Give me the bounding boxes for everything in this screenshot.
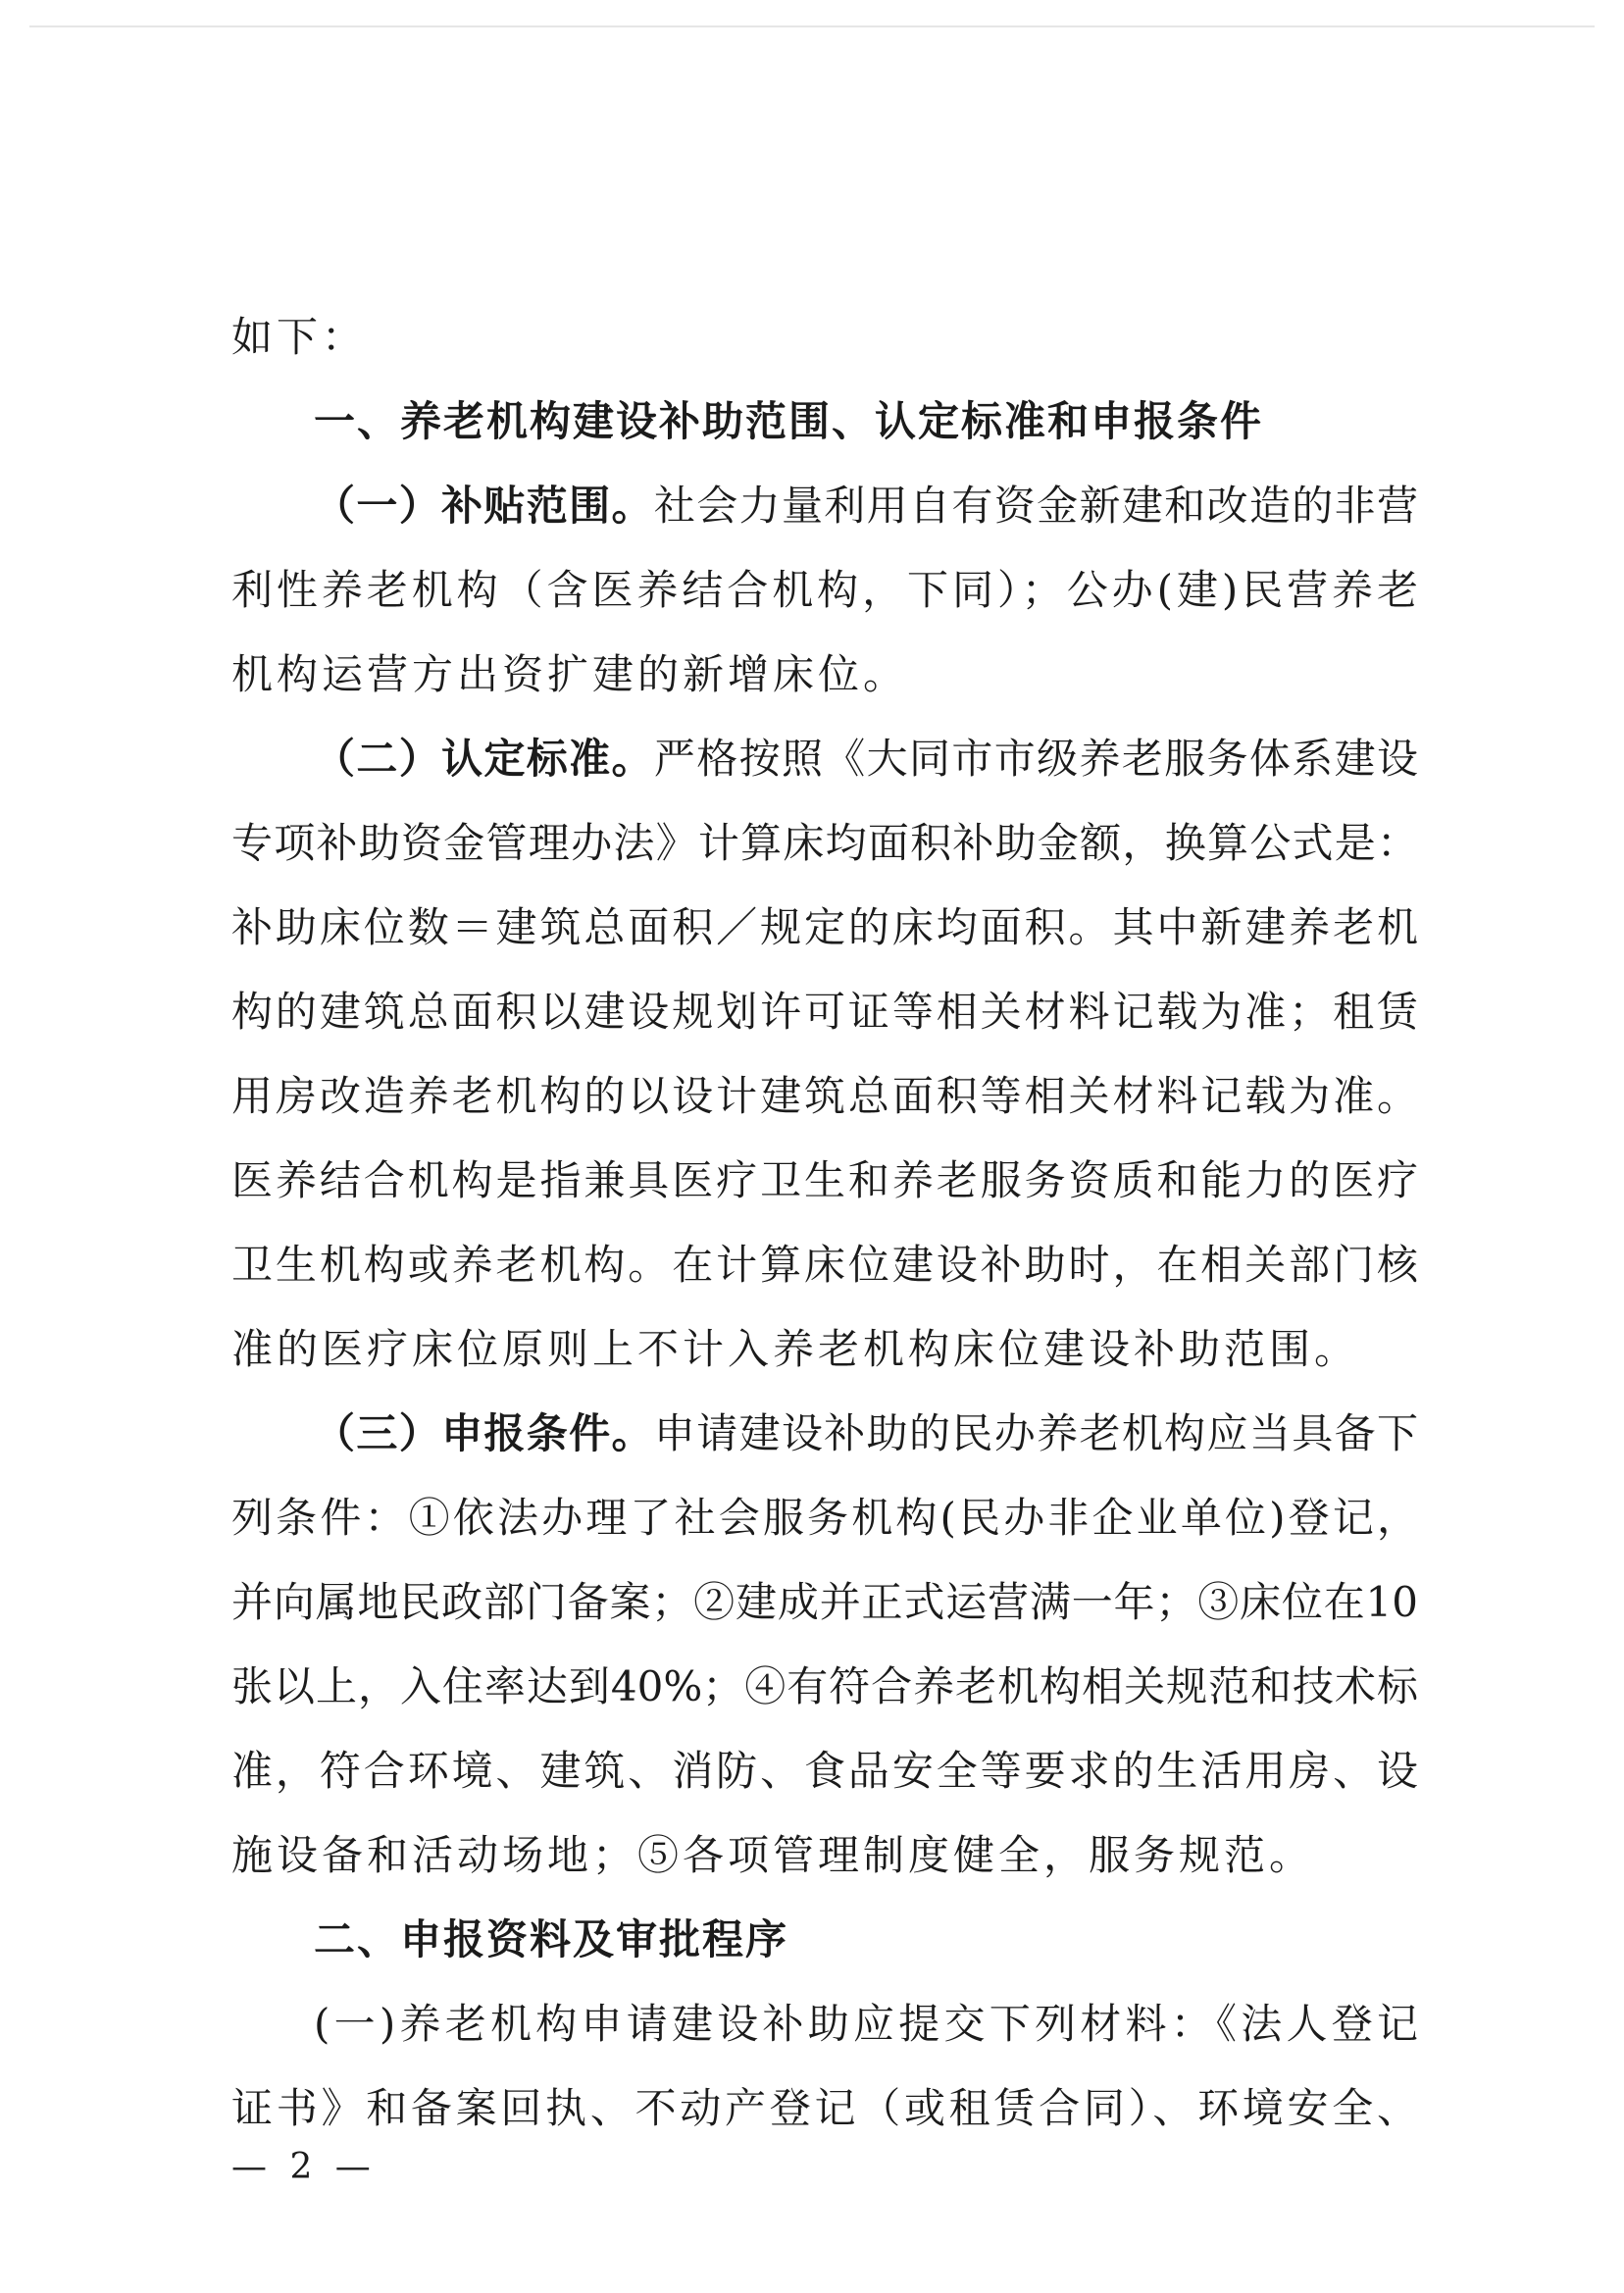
paragraph-2-line-7: 卫生机构或养老机构。在计算床位建设补助时，在相关部门核 — [231, 1241, 1418, 1289]
paragraph-2-line-1 — [314, 734, 1418, 785]
intro-text: 如下： — [231, 313, 368, 361]
paragraph-2-line-4: 构的建筑总面积以建设规划许可证等相关材料记载为准；租赁 — [231, 988, 1418, 1036]
paragraph-2-lead: （二）认定标准。 — [314, 735, 654, 783]
paragraph-3-line-2: 列条件：①依法办理了社会服务机构(民办非企业单位)登记， — [231, 1494, 1418, 1542]
paragraph-3-text: 申请建设补助的民办养老机构应当具备下 — [653, 1409, 1418, 1457]
line-intro — [231, 312, 1418, 363]
paragraph-2-line-3: 补助床位数＝建筑总面积／规定的床均面积。其中新建养老机 — [231, 903, 1418, 951]
paragraph-2-line-2: 专项补助资金管理办法》计算床均面积补助金额，换算公式是： — [231, 819, 1418, 867]
page-edge — [29, 25, 1595, 27]
page-number: — 2 — — [231, 2147, 377, 2187]
paragraph-3-line-6: 施设备和活动场地；⑤各项管理制度健全，服务规范。 — [231, 1831, 1315, 1879]
paragraph-1-line-3: 机构运营方出资扩建的新增床位。 — [231, 650, 909, 698]
paragraph-1-line-1 — [314, 481, 1418, 532]
paragraph-2-text: 严格按照《大同市市级养老服务体系建设 — [653, 735, 1418, 783]
paragraph-2-line-8: 准的医疗床位原则上不计入养老机构床位建设补助范围。 — [231, 1325, 1360, 1373]
paragraph-2-line-5: 用房改造养老机构的以设计建筑总面积等相关材料记载为准。 — [231, 1072, 1418, 1120]
paragraph-3-line-3: 并向属地民政部门备案；②建成并正式运营满一年；③床位在10 — [231, 1578, 1418, 1626]
paragraph-3-line-5: 准，符合环境、建筑、消防、食品安全等要求的生活用房、设 — [231, 1747, 1418, 1795]
paragraph-1-text: 社会力量利用自有资金新建和改造的非营 — [653, 482, 1418, 530]
paragraph-1-line-2: 利性养老机构（含医养结合机构，下同）；公办(建)民营养老 — [231, 566, 1418, 614]
paragraph-2-line-6: 医养结合机构是指兼具医疗卫生和养老服务资质和能力的医疗 — [231, 1156, 1418, 1204]
paragraph-1-lead: （一）补贴范围。 — [314, 482, 654, 530]
paragraph-3-lead: （三）申报条件。 — [314, 1409, 654, 1457]
paragraph-3-line-4: 张以上，入住率达到40%；④有符合养老机构相关规范和技术标 — [231, 1662, 1418, 1710]
paragraph-3-line-1 — [314, 1408, 1418, 1459]
paragraph-4-line-2: 证书》和备案回执、不动产登记（或租赁合同）、环境安全、 — [231, 2084, 1418, 2132]
paragraph-4-line-1: (一)养老机构申请建设补助应提交下列材料：《法人登记 — [314, 2000, 1418, 2048]
section-heading-1: 一、养老机构建设补助范围、认定标准和申报条件 — [314, 397, 1264, 445]
section-heading-2: 二、申报资料及审批程序 — [314, 1915, 789, 1963]
